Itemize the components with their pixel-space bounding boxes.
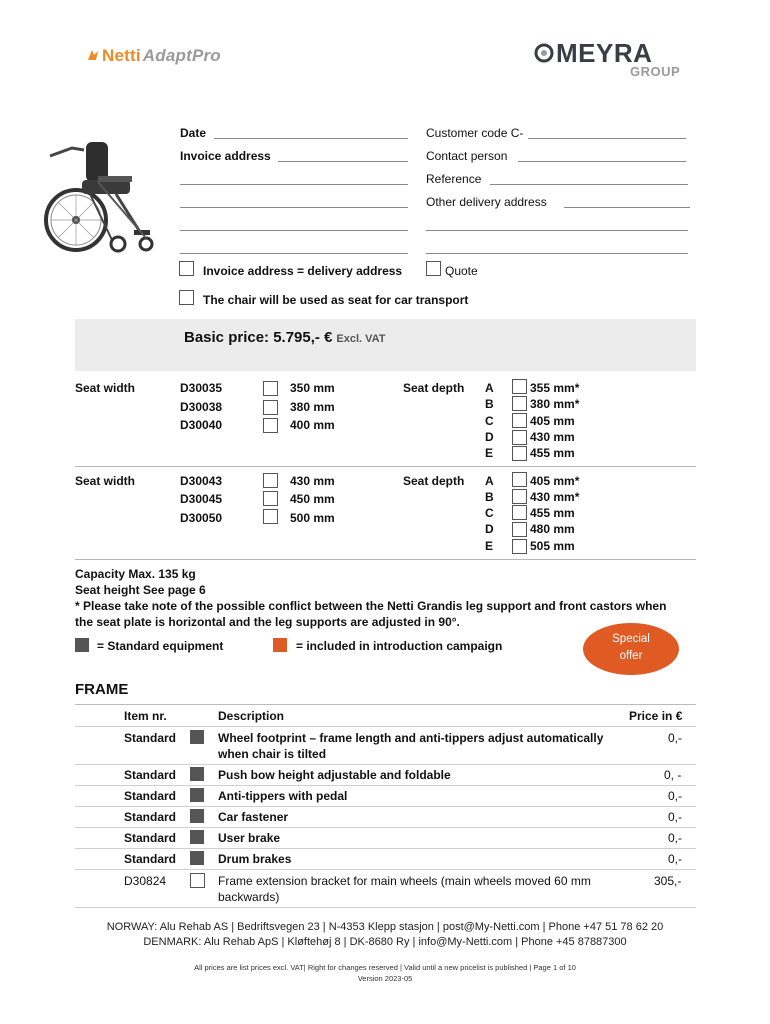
row-desc-cont: backwards) <box>218 890 280 904</box>
table-row-rule <box>75 848 696 849</box>
contact-person-field[interactable] <box>518 161 686 162</box>
depth-letter: D <box>485 522 494 536</box>
depth-checkbox[interactable] <box>512 505 527 520</box>
depth-checkbox[interactable] <box>512 489 527 504</box>
invoice-eq-delivery-checkbox[interactable] <box>179 261 194 276</box>
depth-checkbox[interactable] <box>512 472 527 487</box>
width-size: 380 mm <box>290 400 335 414</box>
width-checkbox[interactable] <box>263 509 278 524</box>
width-size: 430 mm <box>290 474 335 488</box>
width-code: D30040 <box>180 418 223 432</box>
depth-checkbox[interactable] <box>512 522 527 537</box>
row-item: Standard <box>124 810 177 824</box>
frame-header-rule <box>75 704 696 705</box>
other-delivery-field[interactable] <box>564 207 690 208</box>
row-item: Standard <box>124 731 177 745</box>
basic-price <box>184 329 386 346</box>
row-price: 0,- <box>668 810 683 824</box>
netti-flame-icon <box>86 48 100 62</box>
special-offer-line-1: Special <box>612 633 650 645</box>
frame-section-title: FRAME <box>75 681 129 698</box>
standard-marker <box>190 730 204 744</box>
meyra-group: GROUP <box>630 64 681 79</box>
col-item-header: Item nr. <box>124 709 167 723</box>
standard-marker <box>190 767 204 781</box>
depth-checkbox[interactable] <box>512 446 527 461</box>
table-row-rule <box>75 827 696 828</box>
table-row-rule <box>75 869 696 870</box>
netti-brand: Netti <box>102 46 141 65</box>
wheelchair-image <box>42 136 164 256</box>
table-row-rule <box>75 726 696 727</box>
campaign-legend-label: = included in introduction campaign <box>296 639 503 653</box>
footer-disclaimer-block <box>0 962 770 984</box>
row-desc: User brake <box>218 831 281 845</box>
invoice-eq-delivery-label: Invoice address = delivery address <box>203 264 403 278</box>
footer-contacts <box>0 920 770 950</box>
row-price: 0,- <box>668 731 683 745</box>
depth-letter: E <box>485 539 494 553</box>
special-offer-badge <box>583 623 679 675</box>
width-code: D30038 <box>180 400 223 414</box>
quote-checkbox[interactable] <box>426 261 441 276</box>
seat-width-label-1: Seat width <box>75 381 136 395</box>
customer-code-field[interactable] <box>528 138 686 139</box>
width-checkbox[interactable] <box>263 473 278 488</box>
depth-checkbox[interactable] <box>512 413 527 428</box>
footer-denmark: DENMARK: Alu Rehab ApS | Kløftehøj 8 | DK-8680 Ry | info@My-Netti.com | Phone +45 87887300 <box>143 936 627 948</box>
width-size: 500 mm <box>290 511 335 525</box>
meyra-logo <box>534 38 694 82</box>
row-desc: Drum brakes <box>218 852 292 866</box>
invoice-address-line-4[interactable] <box>180 230 408 231</box>
width-code: D30050 <box>180 511 223 525</box>
depth-letter: A <box>485 474 494 488</box>
invoice-address-line-3[interactable] <box>180 207 408 208</box>
width-code: D30035 <box>180 381 223 395</box>
seat-height-note: Seat height See page 6 <box>75 583 206 597</box>
depth-size: 430 mm* <box>530 490 580 504</box>
footer-norway: NORWAY: Alu Rehab AS | Bedriftsvegen 23 | N-4353 Klepp stasjon | post@My-Netti.com | Phone +47 51 78 62 20 <box>106 921 664 933</box>
depth-size: 455 mm <box>530 446 575 460</box>
seat-depth-label-2: Seat depth <box>403 474 465 488</box>
contact-person-label: Contact person <box>426 149 508 163</box>
row-desc: Car fastener <box>218 810 289 824</box>
invoice-address-line-5[interactable] <box>180 253 408 254</box>
seat-depth-label-1: Seat depth <box>403 381 465 395</box>
row-desc: Frame extension bracket for main wheels (main wheels moved 60 mm <box>218 874 591 888</box>
seat-section-divider <box>75 559 696 560</box>
row-item: Standard <box>124 789 177 803</box>
depth-size: 380 mm* <box>530 397 580 411</box>
depth-size: 405 mm* <box>530 474 580 488</box>
depth-size: 480 mm <box>530 522 575 536</box>
depth-checkbox[interactable] <box>512 430 527 445</box>
option-checkbox[interactable] <box>190 873 205 888</box>
reference-label: Reference <box>426 172 482 186</box>
width-checkbox[interactable] <box>263 381 278 396</box>
depth-checkbox[interactable] <box>512 539 527 554</box>
depth-checkbox[interactable] <box>512 396 527 411</box>
depth-letter: B <box>485 490 494 504</box>
seat-width-label-2: Seat width <box>75 474 136 488</box>
depth-size: 505 mm <box>530 539 575 553</box>
row-desc: Anti-tippers with pedal <box>218 789 348 803</box>
conflict-note-2: the seat plate is horizontal and the leg supports are adjusted in 90°. <box>75 615 460 629</box>
row-price: 0, - <box>664 768 682 782</box>
capacity-note: Capacity Max. 135 kg <box>75 567 196 581</box>
invoice-address-line-2[interactable] <box>180 184 408 185</box>
table-row-rule <box>75 764 696 765</box>
col-price-header: Price in € <box>629 709 683 723</box>
row-item: Standard <box>124 852 177 866</box>
depth-size: 405 mm <box>530 414 575 428</box>
depth-letter: A <box>485 381 494 395</box>
depth-letter: E <box>485 446 494 460</box>
standard-marker <box>190 830 204 844</box>
excl-vat: Excl. VAT <box>336 333 386 345</box>
date-label: Date <box>180 126 207 140</box>
depth-letter: C <box>485 414 494 428</box>
campaign-legend-swatch <box>273 638 287 652</box>
depth-letter: B <box>485 397 494 411</box>
other-delivery-label: Other delivery address <box>426 195 547 209</box>
row-price: 0,- <box>668 852 683 866</box>
reference-field[interactable] <box>490 184 688 185</box>
row-desc: Push bow height adjustable and foldable <box>218 768 451 782</box>
row-item: D30824 <box>124 874 167 888</box>
row-price: 305,- <box>654 874 682 888</box>
other-delivery-line-3[interactable] <box>426 253 688 254</box>
meyra-mark-icon <box>534 43 554 63</box>
netti-sub: AdaptPro <box>142 46 221 65</box>
other-delivery-line-2[interactable] <box>426 230 688 231</box>
width-checkbox[interactable] <box>263 400 278 415</box>
customer-code-label: Customer code C- <box>426 126 524 140</box>
footer-disclaimer: All prices are list prices excl. VAT| Right for changes reserved | Valid until a new pricelist is published | Page 1 of 10 <box>194 963 576 972</box>
standard-legend-swatch <box>75 638 89 652</box>
netti-logo <box>86 46 221 66</box>
depth-letter: D <box>485 430 494 444</box>
depth-letter: C <box>485 506 494 520</box>
row-desc: Wheel footprint – frame length and anti-tippers adjust automatically <box>218 731 604 745</box>
table-row-rule <box>75 806 696 807</box>
row-price: 0,- <box>668 789 683 803</box>
seat-group-divider <box>75 466 696 467</box>
width-code: D30045 <box>180 492 223 506</box>
width-size: 450 mm <box>290 492 335 506</box>
standard-marker <box>190 788 204 802</box>
quote-label: Quote <box>445 264 478 278</box>
col-desc-header: Description <box>218 709 285 723</box>
row-desc-cont: when chair is tilted <box>218 747 327 761</box>
depth-checkbox[interactable] <box>512 379 527 394</box>
depth-size: 355 mm* <box>530 381 580 395</box>
date-field[interactable] <box>214 138 408 139</box>
basic-price-value: Basic price: 5.795,- € <box>184 329 333 346</box>
width-checkbox[interactable] <box>263 418 278 433</box>
row-price: 0,- <box>668 831 683 845</box>
depth-size: 455 mm <box>530 506 575 520</box>
meyra-brand: MEYRA <box>556 38 653 68</box>
width-checkbox[interactable] <box>263 491 278 506</box>
conflict-note-1: * Please take note of the possible conflict between the Netti Grandis leg support and front castors when <box>75 599 667 613</box>
width-code: D30043 <box>180 474 223 488</box>
standard-legend-label: = Standard equipment <box>97 639 224 653</box>
invoice-address-field[interactable] <box>278 161 408 162</box>
car-transport-checkbox[interactable] <box>179 290 194 305</box>
table-row-rule <box>75 907 696 908</box>
depth-size: 430 mm <box>530 430 575 444</box>
row-item: Standard <box>124 768 177 782</box>
car-transport-label: The chair will be used as seat for car transport <box>203 293 469 307</box>
table-row-rule <box>75 785 696 786</box>
footer-version: Version 2023-05 <box>357 974 413 983</box>
width-size: 400 mm <box>290 418 335 432</box>
standard-marker <box>190 809 204 823</box>
special-offer-line-2: offer <box>619 650 643 662</box>
row-item: Standard <box>124 831 177 845</box>
width-size: 350 mm <box>290 381 335 395</box>
invoice-address-label: Invoice address <box>180 149 271 163</box>
standard-marker <box>190 851 204 865</box>
